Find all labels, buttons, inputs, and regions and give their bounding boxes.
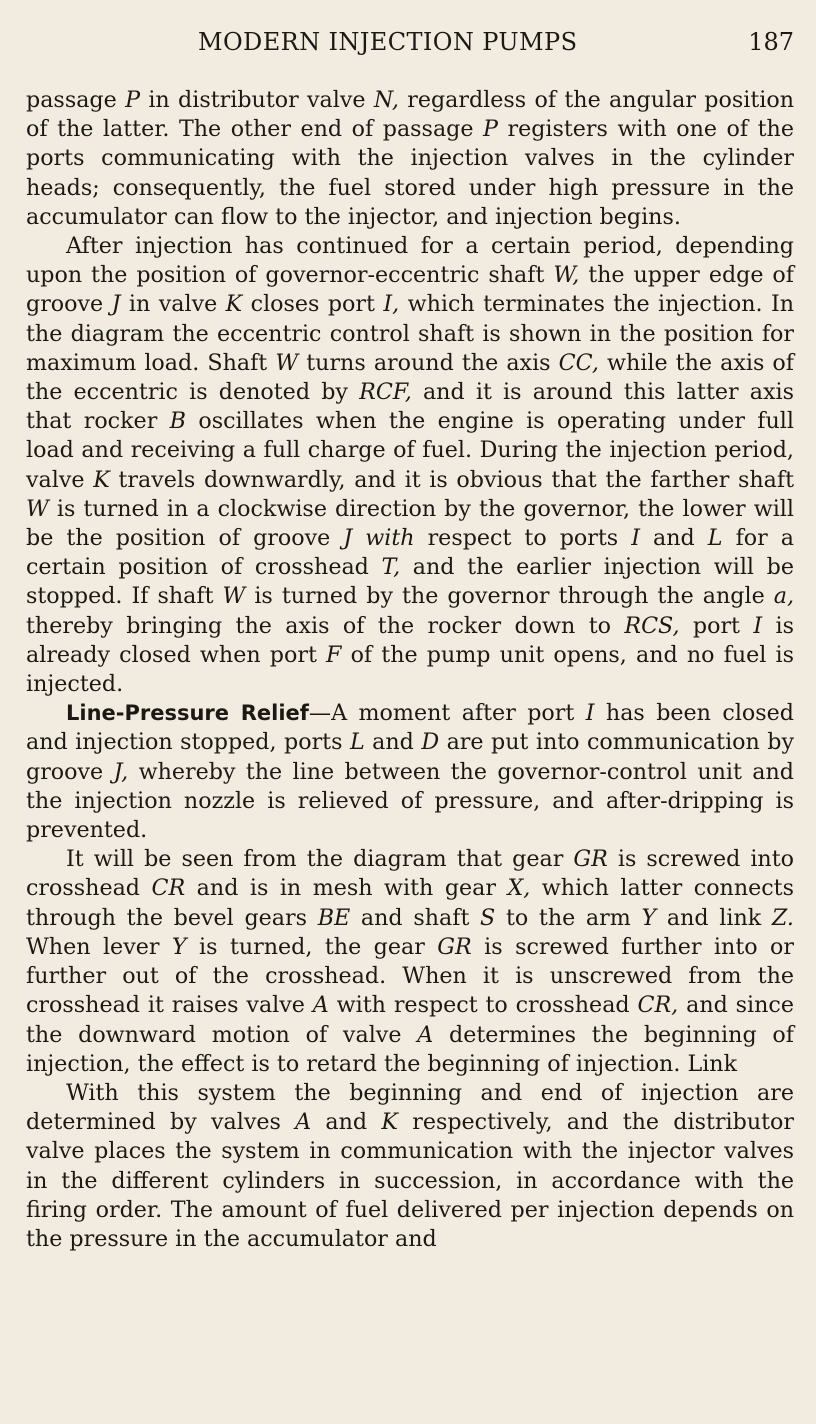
text: registers with one of the ports communicating with the injection valves in the cylinder heads; consequently, the fuel stored under high pressure in the accumulator can flow to the injector, and injection begins. — [26, 116, 794, 230]
text: is screwed into crosshead — [26, 846, 794, 902]
label-ref: X, — [507, 875, 531, 902]
label-ref: a, — [773, 583, 794, 610]
paragraph-1 — [26, 86, 794, 232]
label-ref: K — [225, 291, 243, 318]
text: for a certain position of crosshead — [26, 525, 795, 581]
label-ref: I — [631, 525, 640, 552]
label-ref: A — [312, 992, 329, 1019]
body-text — [26, 86, 794, 1254]
paragraph-2 — [26, 232, 794, 699]
text: thereby bringing the axis of the rocker down to — [26, 612, 625, 639]
text: After injection has continued for a certain period, depending upon the position of governor-eccentric shaft — [26, 233, 794, 289]
text: and — [640, 525, 708, 552]
text: the upper edge of groove — [26, 262, 794, 318]
label-ref: A — [295, 1109, 312, 1136]
label-ref: RCF, — [359, 379, 412, 406]
text: respectively, and the distributor valve places the system in communication with the injector valves in the different cylinders in succession, in accordance with the firing order. The amount of fuel delivered per injection depends on the pressure in the accumulator and — [26, 1109, 794, 1252]
text: to the arm — [495, 904, 642, 931]
label-ref: I, — [383, 291, 400, 318]
label-ref: P — [125, 87, 141, 113]
text: passage — [26, 87, 126, 113]
text: which latter connects through the bevel gears — [26, 875, 794, 931]
label-ref: Z. — [771, 904, 794, 931]
paragraph-4 — [26, 845, 794, 1079]
text: and link — [656, 904, 772, 931]
running-title: MODERN INJECTION PUMPS — [198, 28, 578, 56]
label-ref: D — [421, 729, 440, 756]
text: It will be seen from the diagram that gear — [66, 846, 574, 873]
label-ref: B — [169, 408, 186, 435]
text: is turned in a clockwise direction by the governor, the lower will be the position of groove — [26, 495, 794, 552]
label-ref: I — [753, 612, 763, 639]
text: and is in mesh with gear — [185, 875, 508, 902]
text: with respect to crosshead — [328, 992, 638, 1019]
label-ref: GR — [573, 846, 608, 873]
text: turns around the axis — [298, 349, 559, 376]
text: port — [679, 612, 754, 639]
label-ref: F — [326, 641, 342, 668]
running-head — [26, 22, 794, 62]
text: respect to ports — [414, 525, 632, 552]
label-ref: W, — [553, 262, 580, 289]
label-ref: J — [111, 291, 121, 318]
text: which terminates the injection. In the diagram the eccentric control shaft is shown in the position for maximum load. Shaft — [26, 291, 794, 376]
text: is already closed when port — [26, 612, 794, 668]
text: is turned by the governor through the angle — [245, 583, 774, 610]
label-ref: W — [26, 495, 49, 522]
text: and — [364, 729, 422, 756]
label-ref: W — [222, 583, 246, 610]
text: whereby the line between the governor-control unit and the injection nozzle is relieved of pressure, and after-dripping is prevented. — [26, 758, 794, 844]
paragraph-3 — [26, 699, 794, 845]
text: of the pump unit opens, and no fuel is injected. — [26, 641, 794, 698]
label-ref: K — [381, 1109, 398, 1136]
text: in valve — [120, 291, 226, 318]
label-ref: N, — [373, 87, 399, 113]
label-ref: CR — [151, 875, 186, 902]
text: are put into communication by groove — [26, 729, 795, 785]
text: oscillates when the engine is operating under full load and receiving a full charge of fuel. During the injection period, valve — [26, 408, 794, 493]
text: is screwed further into or further out of the crosshead. When it is unscrewed from the crosshead it raises valve — [26, 933, 795, 1019]
page-number: 187 — [748, 28, 794, 56]
label-ref: K — [93, 466, 110, 493]
text: determines the beginning of injection, the effect is to retard the beginning of injection. Link — [26, 1021, 794, 1077]
text: in distributor valve — [140, 87, 374, 113]
paragraph-5 — [26, 1079, 794, 1254]
text: and since the downward motion of valve — [26, 992, 794, 1048]
label-ref: Y — [641, 904, 657, 931]
label-ref: A — [417, 1021, 434, 1048]
label-ref: RCS, — [624, 612, 680, 639]
label-ref: CC, — [558, 349, 599, 376]
label-ref: J with — [343, 525, 415, 552]
label-ref: T, — [381, 554, 401, 581]
label-ref: S — [480, 904, 496, 931]
label-ref: Y — [171, 933, 187, 960]
text: When lever — [26, 933, 172, 960]
label-ref: P — [483, 116, 498, 143]
text: travels downwardly, and it is obvious that the farther shaft — [109, 466, 794, 493]
text: and — [311, 1109, 382, 1136]
label-ref: GR — [437, 933, 472, 960]
text: and it is around this latter axis that rocker — [26, 379, 794, 435]
text: and the earlier injection will be stopped. If shaft — [26, 554, 794, 610]
label-ref: L — [707, 525, 723, 552]
label-ref: W — [275, 349, 299, 376]
text: has been closed and injection stopped, ports — [26, 700, 794, 756]
text: With this system the beginning and end of injection are determined by valves — [26, 1079, 794, 1136]
label-ref: L — [349, 729, 365, 756]
text: —A moment after port — [308, 700, 586, 727]
text: regardless of the angular position of the latter. The other end of passage — [26, 87, 794, 143]
label-ref: CR, — [637, 992, 679, 1019]
label-ref: BE — [317, 904, 351, 931]
text: while the axis of the eccentric is denoted by — [26, 349, 794, 406]
label-ref: J, — [113, 758, 129, 785]
run-in-heading: Line-Pressure Relief — [66, 701, 309, 726]
text: is turned, the gear — [186, 933, 438, 960]
label-ref: I — [585, 700, 595, 727]
text: and shaft — [350, 904, 481, 931]
text: closes port — [242, 291, 384, 318]
